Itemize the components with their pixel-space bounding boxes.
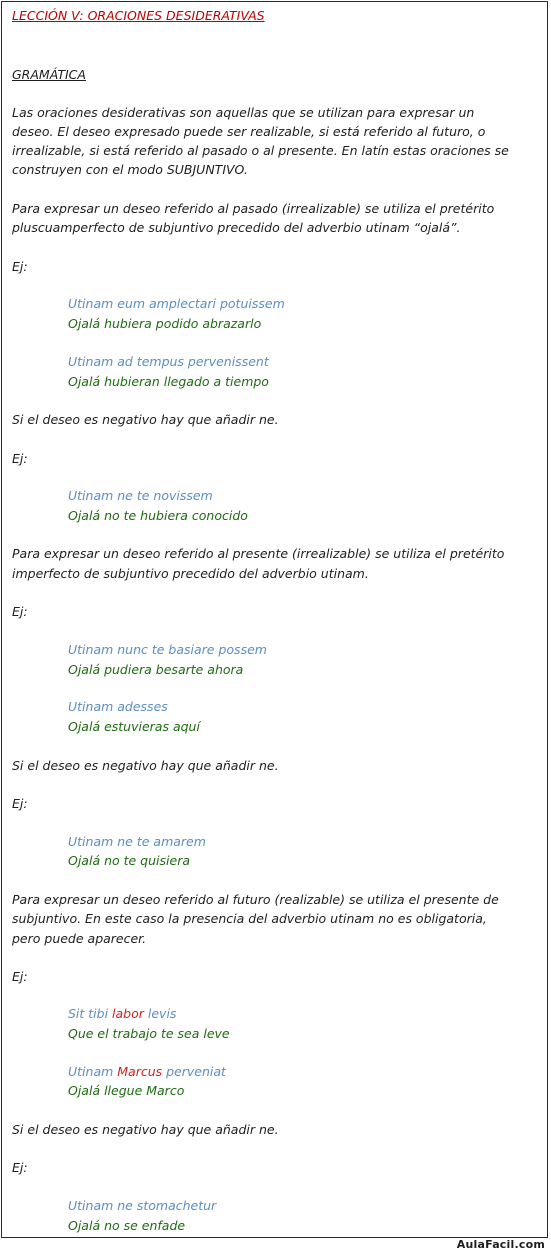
spanish-translation: Ojalá no te hubiera conocido xyxy=(68,508,248,523)
example-label: Ej: xyxy=(12,969,28,984)
example-label: Ej: xyxy=(12,604,28,619)
future-paragraph-line: Para expresar un deseo referido al futuro (realizable) se utiliza el presente de xyxy=(12,892,499,907)
highlighted-subject: labor xyxy=(112,1006,144,1021)
future-paragraph-line: subjuntivo. En este caso la presencia del adverbio utinam no es obligatoria, xyxy=(12,911,487,926)
spanish-translation: Ojalá pudiera besarte ahora xyxy=(68,662,244,677)
lesson-title: LECCIÓN V: ORACIONES DESIDERATIVAS xyxy=(12,8,265,23)
spanish-translation: Ojalá no te quisiera xyxy=(68,853,190,868)
latin-example: Utinam eum amplectari potuissem xyxy=(68,296,285,311)
intro-line: irrealizable, si está referido al pasado o al presente. En latín estas oraciones se xyxy=(12,143,509,158)
grammar-heading: GRAMÁTICA xyxy=(12,67,86,82)
future-paragraph-line: pero puede aparecer. xyxy=(12,931,147,946)
negative-rule: Si el deseo es negativo hay que añadir ne. xyxy=(12,758,279,773)
spanish-translation: Que el trabajo te sea leve xyxy=(68,1026,230,1041)
example-label: Ej: xyxy=(12,1160,28,1175)
example-label: Ej: xyxy=(12,259,28,274)
spanish-translation: Ojalá estuvieras aquí xyxy=(68,719,200,734)
latin-text: Utinam xyxy=(68,1064,118,1079)
example-label: Ej: xyxy=(12,451,28,466)
site-watermark: AulaFacil.com xyxy=(456,1238,545,1251)
latin-example: Utinam adesses xyxy=(68,699,168,714)
intro-line: deseo. El deseo expresado puede ser realizable, si está referido al futuro, o xyxy=(12,124,486,139)
past-paragraph-line: pluscuamperfecto de subjuntivo precedido del adverbio utinam “ojalá”. xyxy=(12,220,461,235)
example-label: Ej: xyxy=(12,796,28,811)
latin-example: Utinam nunc te basiare possem xyxy=(68,642,267,657)
negative-rule: Si el deseo es negativo hay que añadir ne. xyxy=(12,1122,279,1137)
latin-example xyxy=(68,1064,226,1080)
intro-line: Las oraciones desiderativas son aquellas que se utilizan para expresar un xyxy=(12,105,475,120)
negative-rule: Si el deseo es negativo hay que añadir ne. xyxy=(12,412,279,427)
past-paragraph-line: Para expresar un deseo referido al pasado (irrealizable) se utiliza el pretérito xyxy=(12,201,495,216)
latin-example: Utinam ad tempus pervenissent xyxy=(68,354,269,369)
latin-text: Sit tibi xyxy=(68,1006,113,1021)
present-paragraph-line: Para expresar un deseo referido al presente (irrealizable) se utiliza el pretérito xyxy=(12,546,505,561)
spanish-translation: Ojalá llegue Marco xyxy=(68,1083,185,1098)
latin-example xyxy=(68,1006,176,1022)
latin-text: levis xyxy=(143,1006,177,1021)
intro-line: construyen con el modo SUBJUNTIVO. xyxy=(12,162,248,177)
present-paragraph-line: imperfecto de subjuntivo precedido del adverbio utinam. xyxy=(12,566,369,581)
latin-text: perveniat xyxy=(162,1064,226,1079)
highlighted-subject: Marcus xyxy=(117,1064,163,1079)
page-frame xyxy=(1,1,548,1238)
spanish-translation: Ojalá hubieran llegado a tiempo xyxy=(68,374,269,389)
spanish-translation: Ojalá hubiera podido abrazarlo xyxy=(68,316,262,331)
latin-example: Utinam ne te novissem xyxy=(68,488,213,503)
spanish-translation: Ojalá no se enfade xyxy=(68,1218,186,1233)
latin-example: Utinam ne te amarem xyxy=(68,834,206,849)
latin-example: Utinam ne stomachetur xyxy=(68,1198,217,1213)
